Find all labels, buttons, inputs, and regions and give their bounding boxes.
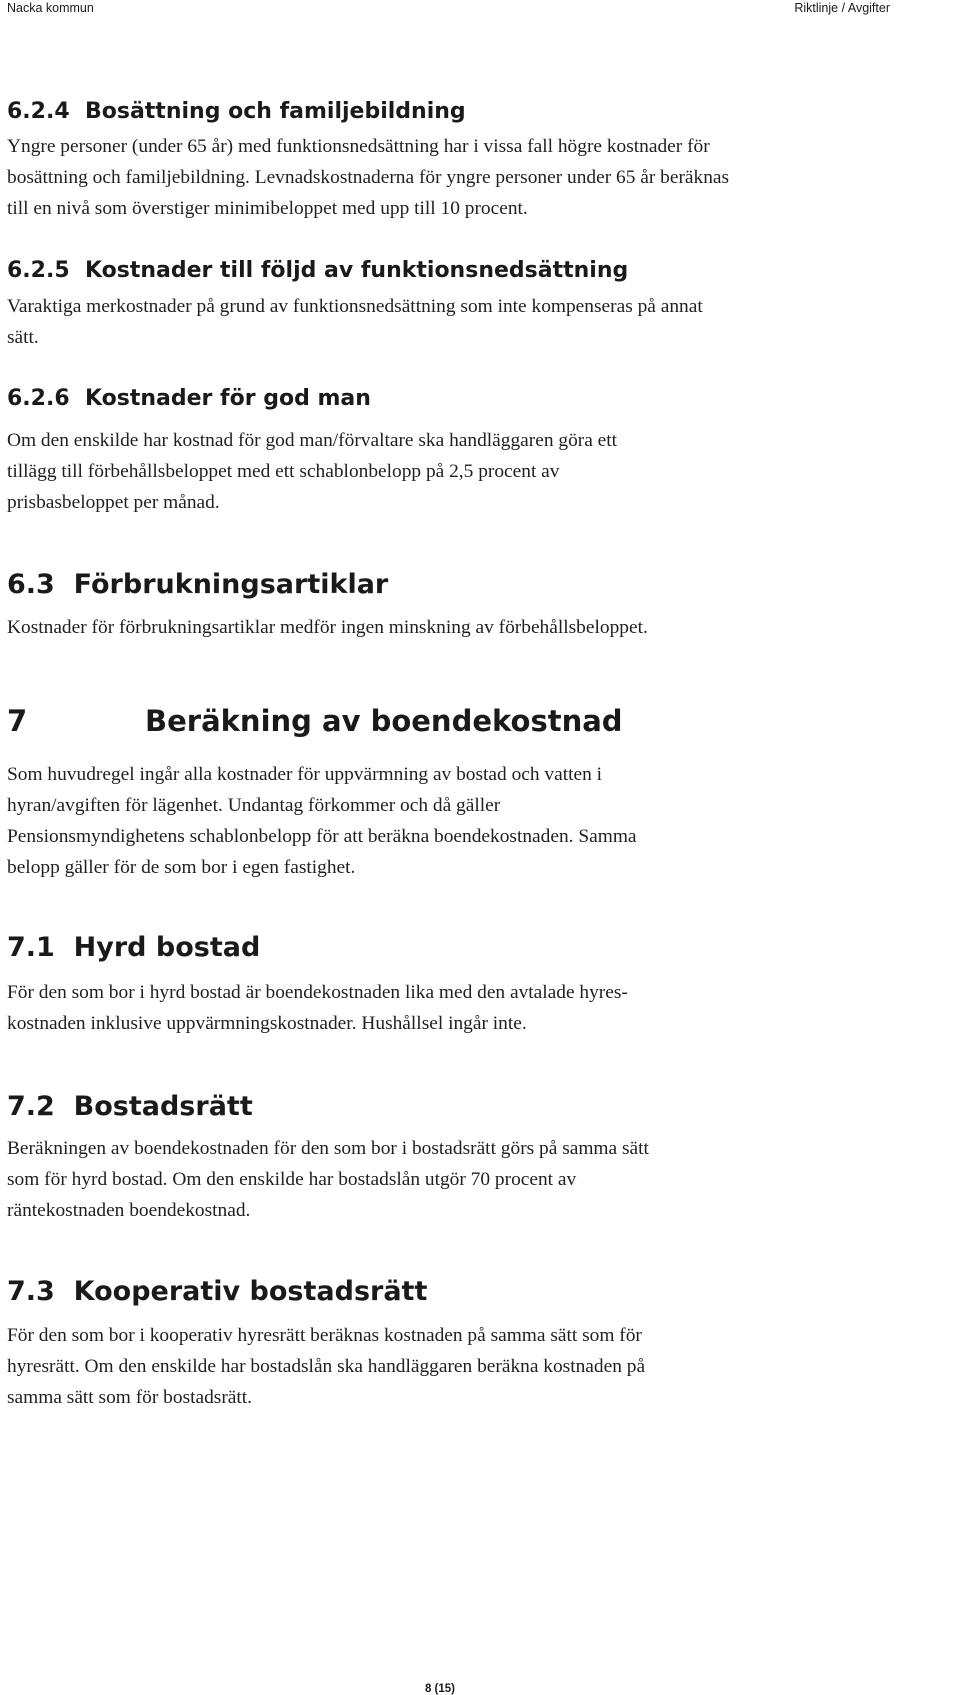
heading-number: 6.2.6 [7, 386, 70, 411]
paragraph-6-2-4 [7, 131, 729, 224]
text-line: För den som bor i hyrd bostad är boendekostnaden lika med den avtalade hyres- [7, 982, 628, 1003]
page-number: 8 (15) [424, 1683, 456, 1695]
heading-number: 6.2.5 [7, 258, 70, 283]
heading-number: 7.3 [7, 1276, 55, 1307]
paragraph-6-3 [7, 612, 648, 643]
heading-title: Kostnader till följd av funktionsnedsättning [84, 258, 629, 283]
text-line: hyresrätt. Om den enskilde har bostadslån ska handläggaren beräkna kostnaden på [7, 1356, 646, 1377]
text-line: belopp gäller för de som bor i egen fastighet. [7, 857, 356, 878]
heading-title: Kooperativ bostadsrätt [73, 1276, 428, 1307]
text-line: Kostnader för förbrukningsartiklar medför ingen minskning av förbehållsbeloppet. [7, 617, 648, 638]
text-line: Pensionsmyndighetens schablonbelopp för att beräkna boendekostnaden. Samma [7, 826, 637, 847]
heading-number: 6.3 [7, 569, 55, 600]
text-line: som för hyrd bostad. Om den enskilde har bostadslån utgör 70 procent av [7, 1169, 577, 1190]
text-line: prisbasbeloppet per månad. [7, 492, 220, 513]
heading-title: Bosättning och familjebildning [84, 99, 466, 124]
paragraph-7 [7, 759, 637, 883]
text-line: Om den enskilde har kostnad för god man/förvaltare ska handläggaren göra ett [7, 430, 618, 451]
heading-7 [7, 704, 623, 738]
heading-number: 7.1 [7, 932, 55, 963]
text-line: För den som bor i kooperativ hyresrätt beräknas kostnaden på samma sätt som för [7, 1325, 642, 1346]
paragraph-7-2 [7, 1133, 649, 1226]
text-line: räntekostnaden boendekostnad. [7, 1200, 251, 1221]
text-line: Yngre personer (under 65 år) med funktionsnedsättning har i vissa fall högre kostnader för [7, 136, 710, 157]
heading-6-2-5 [7, 258, 628, 283]
heading-7-3 [7, 1276, 427, 1307]
heading-title: Kostnader för god man [84, 386, 371, 411]
heading-6-3 [7, 569, 388, 600]
heading-title: Hyrd bostad [73, 932, 261, 963]
text-line: Varaktiga merkostnader på grund av funktionsnedsättning som inte kompenseras på annat [7, 296, 703, 317]
text-line: kostnaden inklusive uppvärmningskostnader. Hushållsel ingår inte. [7, 1013, 527, 1034]
header-document-type: Riktlinje / Avgifter [794, 1, 890, 15]
paragraph-7-1 [7, 977, 628, 1039]
text-line: hyran/avgiften för lägenhet. Undantag förkommer och då gäller [7, 795, 501, 816]
text-line: Som huvudregel ingår alla kostnader för uppvärmning av bostad och vatten i [7, 764, 603, 785]
heading-6-2-4 [7, 99, 466, 124]
paragraph-6-2-5 [7, 291, 703, 353]
paragraph-6-2-6 [7, 425, 617, 518]
heading-title: Förbrukningsartiklar [73, 569, 389, 600]
heading-number: 7.2 [7, 1091, 55, 1122]
heading-7-2 [7, 1091, 253, 1122]
text-line: Beräkningen av boendekostnaden för den som bor i bostadsrätt görs på samma sätt [7, 1138, 649, 1159]
text-line: bosättning och familjebildning. Levnadskostnaderna för yngre personer under 65 år beräknas [7, 167, 730, 188]
text-line: sätt. [7, 327, 39, 348]
heading-number: 7 [7, 704, 28, 738]
header-organization: Nacka kommun [7, 1, 94, 15]
heading-title: Beräkning av boendekostnad [145, 704, 623, 738]
text-line: tillägg till förbehållsbeloppet med ett schablonbelopp på 2,5 procent av [7, 461, 560, 482]
text-line: till en nivå som överstiger minimibeloppet med upp till 10 procent. [7, 198, 528, 219]
heading-7-1 [7, 932, 260, 963]
heading-number: 6.2.4 [7, 99, 70, 124]
heading-title: Bostadsrätt [73, 1091, 253, 1122]
text-line: samma sätt som för bostadsrätt. [7, 1387, 253, 1408]
heading-6-2-6 [7, 386, 371, 411]
paragraph-7-3 [7, 1320, 645, 1413]
